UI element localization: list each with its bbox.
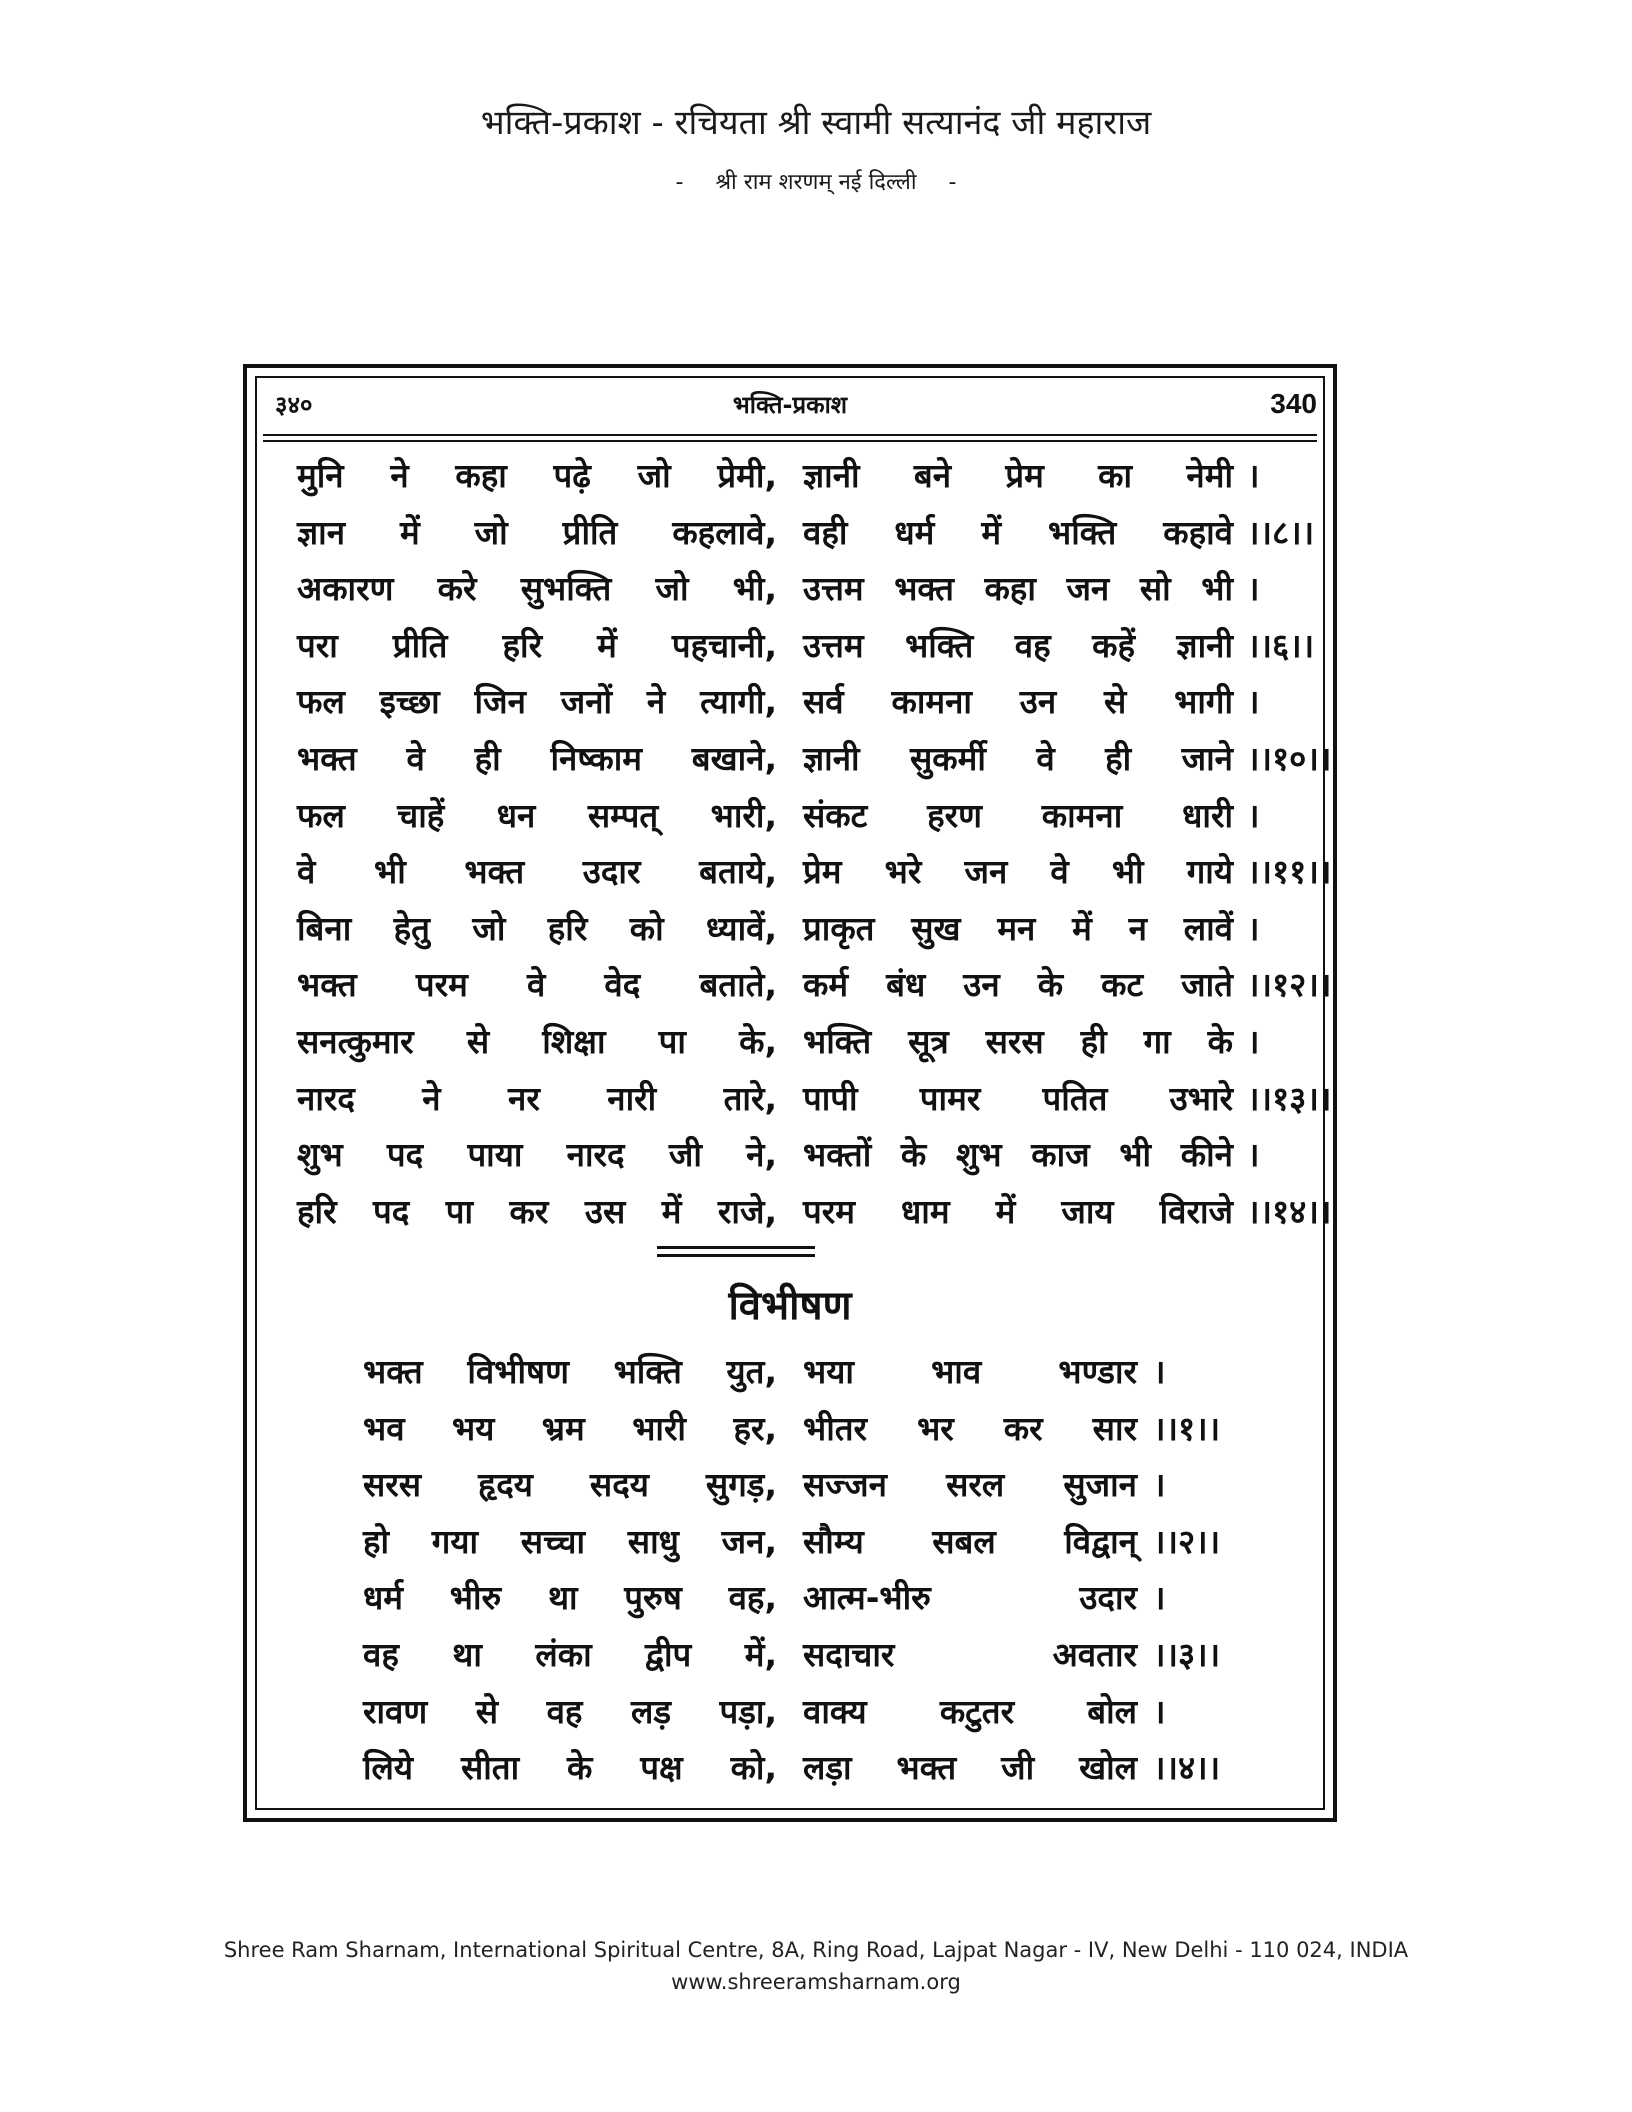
verse-first-half: बिना हेतु जो हरि को ध्यावें, bbox=[297, 908, 777, 948]
verse-number: ।।१२।। bbox=[1247, 965, 1332, 1005]
verse-number: । bbox=[1247, 682, 1260, 722]
section-divider bbox=[657, 1246, 815, 1249]
verse-first-half: शुभ पद पाया नारद जी ने, bbox=[297, 1135, 777, 1175]
section-verse-line bbox=[247, 1348, 1333, 1396]
verse-line bbox=[247, 452, 1333, 500]
doha-second-half: लड़ा भक्त जी खोल bbox=[803, 1748, 1137, 1788]
doha-first-half: वह था लंका द्वीप में, bbox=[363, 1635, 777, 1674]
verse-first-half: भक्त वे ही निष्काम बखाने, bbox=[297, 739, 777, 778]
doha-number: ।।३।। bbox=[1153, 1635, 1221, 1674]
doha-first-half: रावण से वह लड़ पड़ा, bbox=[363, 1691, 777, 1731]
verse-first-half: हरि पद पा कर उस में राजे, bbox=[297, 1191, 777, 1231]
verse-number: । bbox=[1247, 908, 1260, 948]
verse-second-half: भक्तों के शुभ काज भी कीने bbox=[803, 1135, 1233, 1175]
verse-first-half: परा प्रीति हरि में पहचानी, bbox=[297, 625, 777, 665]
doha-first-half: धर्म भीरु था पुरुष वह, bbox=[363, 1578, 777, 1618]
verse-second-half: परम धाम में जाय विराजे bbox=[803, 1191, 1233, 1231]
subtitle-dash-left: - bbox=[675, 170, 684, 195]
verse-number: ।।८।। bbox=[1247, 512, 1315, 552]
verse-second-half: संकट हरण कामना धारी bbox=[803, 795, 1233, 835]
subtitle-dash-right: - bbox=[948, 170, 957, 195]
running-head-rule bbox=[263, 434, 1317, 436]
verse-line bbox=[247, 1018, 1333, 1066]
running-head-rule-second bbox=[263, 440, 1317, 442]
doha-second-half: वाक्य कटुतर बोल bbox=[803, 1691, 1137, 1731]
doha-first-half: भव भय भ्रम भारी हर, bbox=[363, 1408, 777, 1448]
verse-second-half: ज्ञानी बने प्रेम का नेमी bbox=[803, 456, 1233, 495]
footer-address: Shree Ram Sharnam, International Spiritual Centre, 8A, Ring Road, Lajpat Nagar - IV, New Delhi - 110 024, INDIA bbox=[223, 1938, 1409, 1962]
doha-number: ।।२।। bbox=[1153, 1521, 1221, 1561]
section-verse-line bbox=[247, 1744, 1333, 1792]
doha-number: ।।१।। bbox=[1153, 1408, 1221, 1448]
verse-second-half: प्राकृत सुख मन में न लावें bbox=[803, 908, 1233, 948]
section-verse-line bbox=[247, 1688, 1333, 1736]
doha-second-half: भीतर भर कर सार bbox=[803, 1408, 1137, 1448]
verse-number: । bbox=[1247, 569, 1260, 609]
doha-second-half: भया भाव भण्डार bbox=[803, 1352, 1137, 1391]
verse-first-half: नारद ने नर नारी तारे, bbox=[297, 1078, 777, 1118]
verse-second-half: सर्व कामना उन से भागी bbox=[803, 682, 1233, 722]
verse-number: । bbox=[1247, 456, 1260, 495]
doha-second-half: सदाचार अवतार bbox=[803, 1635, 1137, 1674]
verse-number: ।।१०।। bbox=[1247, 739, 1332, 778]
doha-second-half: आत्म-भीरु उदार bbox=[803, 1578, 1137, 1618]
running-head bbox=[263, 388, 1317, 424]
book-header-title: भक्ति-प्रकाश - रचियता श्री स्वामी सत्यानंद जी महाराज bbox=[480, 103, 1152, 143]
section-verse-line bbox=[247, 1405, 1333, 1453]
doha-first-half: सरस हृदय सदय सुगड़, bbox=[363, 1465, 777, 1505]
verse-number: । bbox=[1247, 795, 1260, 835]
book-header-subtitle bbox=[0, 166, 1632, 196]
verse-line bbox=[247, 848, 1333, 896]
verse-second-half: उत्तम भक्त कहा जन सो भी bbox=[803, 569, 1233, 609]
verse-first-half: वे भी भक्त उदार बताये, bbox=[297, 852, 777, 892]
doha-second-half: सौम्य सबल विद्वान् bbox=[803, 1521, 1137, 1561]
verse-second-half: उत्तम भक्ति वह कहें ज्ञानी bbox=[803, 625, 1233, 665]
section-verse-line bbox=[247, 1631, 1333, 1679]
verse-first-half: फल चाहें धन सम्पत् भारी, bbox=[297, 795, 777, 835]
doha-number: । bbox=[1153, 1465, 1166, 1505]
verse-number: ।।११।। bbox=[1247, 852, 1332, 892]
verse-line bbox=[247, 565, 1333, 613]
verse-first-half: फल इच्छा जिन जनों ने त्यागी, bbox=[297, 682, 777, 722]
verse-line bbox=[247, 905, 1333, 953]
verse-line bbox=[247, 961, 1333, 1009]
verse-first-half: अकारण करे सुभक्ति जो भी, bbox=[297, 569, 777, 609]
verse-number: ।।१३।। bbox=[1247, 1078, 1332, 1118]
verse-number: ।।६।। bbox=[1247, 625, 1315, 665]
verse-number: । bbox=[1247, 1022, 1260, 1061]
section-verse-line bbox=[247, 1461, 1333, 1509]
verse-second-half: पापी पामर पतित उभारे bbox=[803, 1078, 1233, 1118]
doha-first-half: भक्त विभीषण भक्ति युत, bbox=[363, 1352, 777, 1391]
subtitle-text: श्री राम शरणम् नई दिल्ली bbox=[715, 170, 917, 195]
verse-line bbox=[247, 678, 1333, 726]
verse-first-half: भक्त परम वे वेद बताते, bbox=[297, 965, 777, 1005]
verse-line bbox=[247, 1188, 1333, 1236]
footer-website[interactable]: www.shreeramsharnam.org bbox=[671, 1970, 961, 1994]
page-frame bbox=[243, 364, 1337, 1822]
verse-line bbox=[247, 509, 1333, 557]
section-divider-second bbox=[657, 1254, 815, 1257]
page-number-devanagari: ३४० bbox=[275, 391, 313, 419]
verse-number: । bbox=[1247, 1135, 1260, 1175]
verse-second-half: वही धर्म में भक्ति कहावे bbox=[803, 512, 1233, 552]
doha-number: । bbox=[1153, 1691, 1166, 1731]
verse-second-half: प्रेम भरे जन वे भी गाये bbox=[803, 852, 1233, 892]
verse-second-half: कर्म बंध उन के कट जाते bbox=[803, 965, 1233, 1005]
verse-first-half: ज्ञान में जो प्रीति कहलावे, bbox=[297, 512, 777, 552]
doha-first-half: लिये सीता के पक्ष को, bbox=[363, 1748, 777, 1788]
section-verse-line bbox=[247, 1518, 1333, 1566]
section-verse-line bbox=[247, 1574, 1333, 1622]
doha-number: । bbox=[1153, 1352, 1166, 1391]
verse-line bbox=[247, 735, 1333, 783]
verse-number: ।।१४।। bbox=[1247, 1191, 1332, 1231]
doha-number: ।।४।। bbox=[1153, 1748, 1221, 1788]
verse-first-half: सनत्कुमार से शिक्षा पा के, bbox=[297, 1022, 777, 1061]
doha-second-half: सज्जन सरल सुजान bbox=[803, 1465, 1137, 1505]
verse-line bbox=[247, 622, 1333, 670]
verse-line bbox=[247, 792, 1333, 840]
page-number-latin: 340 bbox=[1270, 388, 1317, 419]
doha-first-half: हो गया सच्चा साधु जन, bbox=[363, 1521, 777, 1561]
verse-first-half: मुनि ने कहा पढ़े जो प्रेमी, bbox=[297, 456, 777, 495]
verse-line bbox=[247, 1075, 1333, 1123]
running-title: भक्ति-प्रकाश bbox=[732, 391, 848, 419]
doha-number: । bbox=[1153, 1578, 1166, 1618]
verse-second-half: भक्ति सूत्र सरस ही गा के bbox=[803, 1022, 1233, 1061]
section-title: विभीषण bbox=[728, 1283, 852, 1329]
verse-second-half: ज्ञानी सुकर्मी वे ही जाने bbox=[803, 739, 1233, 778]
verse-line bbox=[247, 1131, 1333, 1179]
